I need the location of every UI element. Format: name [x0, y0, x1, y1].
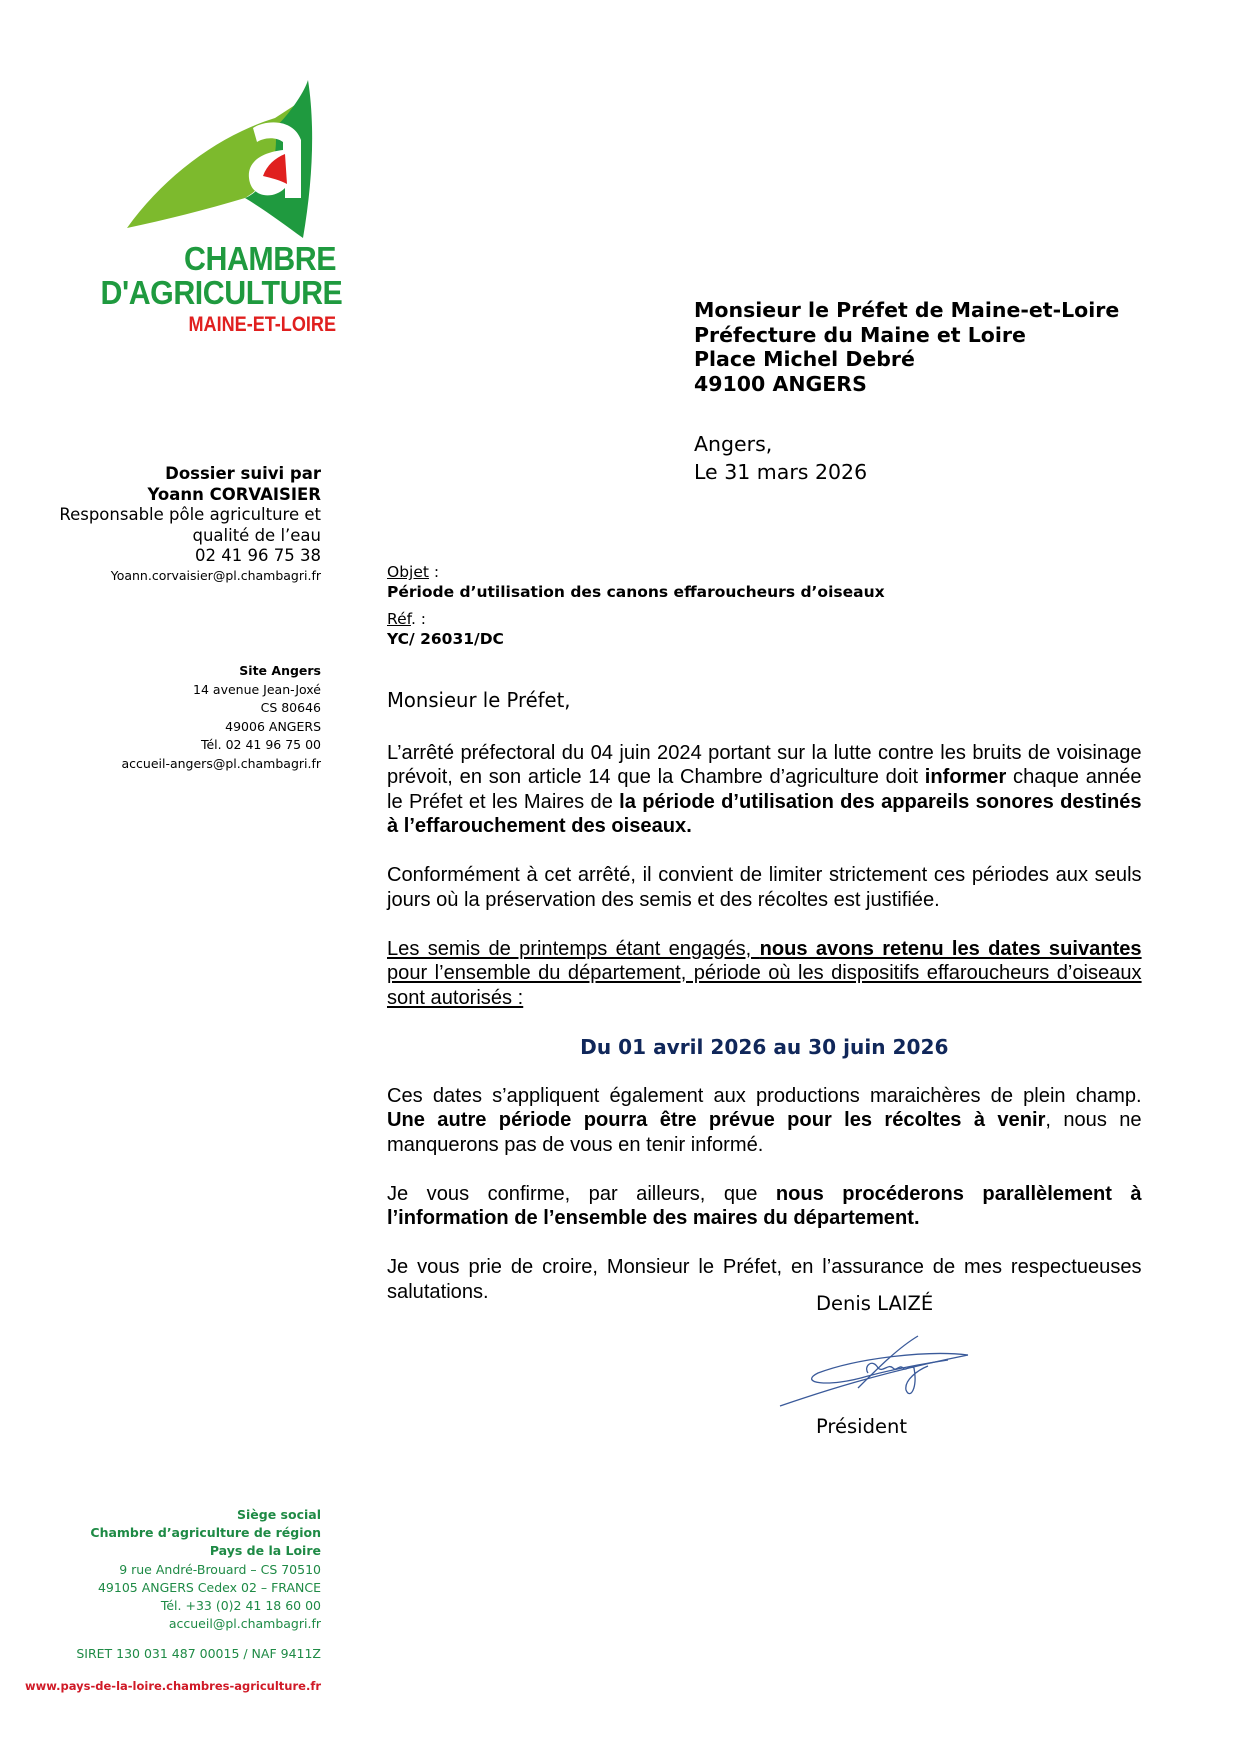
- authorized-dates: Du 01 avril 2026 au 30 juin 2026: [580, 1034, 949, 1059]
- contact-role-line-1: Responsable pôle agriculture et: [59, 505, 321, 524]
- hq-org-line-1: Chambre d’agriculture de région: [90, 1525, 321, 1541]
- p5-bold-1: nous procéderons parallèlement à l’information de l’ensemble des maires du département.: [387, 1181, 1142, 1229]
- logo-emblem-icon: [125, 80, 325, 240]
- site-heading: Site Angers: [239, 663, 321, 678]
- paragraph-closing: Je vous prie de croire, Monsieur le Préfet, en l’assurance de mes respectueuses salutations.: [387, 1255, 1142, 1303]
- p1-text-1: L’arrêté préfectoral du 04 juin 2024 portant sur la lutte contre les bruits de voisinage prévoit, en son article 14 que la Chambre d’agriculture doit: [387, 740, 1142, 788]
- logo-line-2: D'AGRICULTURE: [100, 274, 343, 311]
- recipient-address: [694, 298, 1119, 396]
- site-email[interactable]: accueil-angers@pl.chambagri.fr: [121, 755, 321, 771]
- recipient-line: Place Michel Debré: [694, 347, 915, 371]
- hq-city: 49105 ANGERS Cedex 02 – FRANCE: [97, 1579, 321, 1595]
- p4-text-1: Ces dates s’appliquent également aux productions maraichères de plein champ.: [387, 1083, 1142, 1107]
- dossier-contact: [59, 464, 321, 585]
- hq-phone: Tél. +33 (0)2 41 18 60 00: [160, 1598, 321, 1614]
- recipient-line: 49100 ANGERS: [694, 371, 867, 396]
- object-sep: :: [428, 563, 440, 581]
- place-and-date: [694, 430, 867, 486]
- logo-line-1: CHAMBRE: [184, 240, 336, 277]
- object-value: Période d’utilisation des canons effaroucheurs d’oiseaux: [387, 583, 885, 601]
- signature-strokes: [778, 1328, 978, 1408]
- p5-text-1: Je vous confirme, par ailleurs, que: [387, 1181, 776, 1205]
- recipient-line: Monsieur le Préfet de Maine-et-Loire: [694, 298, 1120, 322]
- recipient-line: Préfecture du Maine et Loire: [694, 322, 1026, 347]
- site-address-line-2: CS 80646: [260, 700, 321, 715]
- logo-wordmark: [80, 240, 343, 339]
- letter-body: [387, 688, 1157, 1329]
- site-address-line-1: 14 avenue Jean-Joxé: [193, 681, 321, 697]
- paragraph-3: [387, 937, 1142, 1011]
- website-link[interactable]: www.pays-de-la-loire.chambres-agriculture.fr: [25, 1679, 321, 1693]
- headquarters-address: [90, 1506, 321, 1633]
- paragraph-4: [387, 1084, 1142, 1158]
- contact-role-line-2: qualité de l’eau: [192, 525, 321, 545]
- p3-text-2: pour l’ensemble du département, période où les dispositifs effaroucheurs d’oiseaux sont autorisés :: [387, 961, 1142, 1009]
- handwritten-signature-icon: [778, 1328, 978, 1412]
- p4-bold-1: Une autre période pourra être prévue pour les récoltes à venir: [387, 1108, 1046, 1131]
- p4-text-2: , nous ne manquerons pas de vous en tenir informé.: [387, 1108, 1142, 1156]
- logo-line-3: MAINE-ET-LOIRE: [188, 313, 336, 336]
- site-city: 49006 ANGERS: [225, 718, 321, 734]
- p3-text-1: Les semis de printemps étant engagés,: [387, 936, 760, 960]
- p1-bold-1: informer: [924, 765, 1007, 788]
- paragraph-1: [387, 741, 1142, 839]
- contact-email[interactable]: Yoann.corvaisier@pl.chambagri.fr: [110, 567, 321, 583]
- dossier-heading: Dossier suivi par: [165, 464, 321, 483]
- ref-value: YC/ 26031/DC: [387, 630, 504, 648]
- place: Angers,: [694, 432, 773, 456]
- p3-bold-1: nous avons retenu les dates suivantes: [759, 936, 1142, 960]
- object-label: Objet: [387, 563, 429, 581]
- letter-meta: [387, 562, 885, 649]
- signer-title: Président: [816, 1415, 907, 1438]
- paragraph-2: Conformément à cet arrêté, il convient de limiter strictement ces périodes aux seuls jours où la préservation des semis et des récoltes est justifiée.: [387, 863, 1142, 911]
- siret-number: SIRET 130 031 487 00015 / NAF 9411Z: [76, 1646, 321, 1661]
- contact-phone: 02 41 96 75 38: [195, 546, 321, 565]
- contact-name: Yoann CORVAISIER: [147, 484, 321, 504]
- chambre-agriculture-logo: [80, 80, 343, 350]
- site-address: [122, 662, 322, 773]
- date: Le 31 mars 2026: [694, 460, 868, 484]
- p1-text-2: chaque année le Préfet et les Maires de: [387, 765, 1142, 813]
- hq-org-line-2: Pays de la Loire: [209, 1543, 321, 1559]
- p1-bold-2: la période d’utilisation des appareils sonores destinés à l’effarouchement des oiseaux.: [387, 789, 1142, 837]
- signer-name: Denis LAIZÉ: [816, 1292, 934, 1315]
- ref-sep: . :: [410, 610, 427, 628]
- hq-heading: Siège social: [237, 1507, 321, 1522]
- hq-address: 9 rue André-Brouard – CS 70510: [119, 1561, 321, 1577]
- object-label-row: [387, 562, 885, 582]
- ref-label-row: [387, 609, 885, 629]
- ref-label: Réf: [387, 610, 411, 628]
- hq-email[interactable]: accueil@pl.chambagri.fr: [168, 1616, 321, 1632]
- paragraph-5: [387, 1182, 1142, 1231]
- greeting: Monsieur le Préfet,: [387, 688, 571, 712]
- site-phone: Tél. 02 41 96 75 00: [200, 737, 321, 752]
